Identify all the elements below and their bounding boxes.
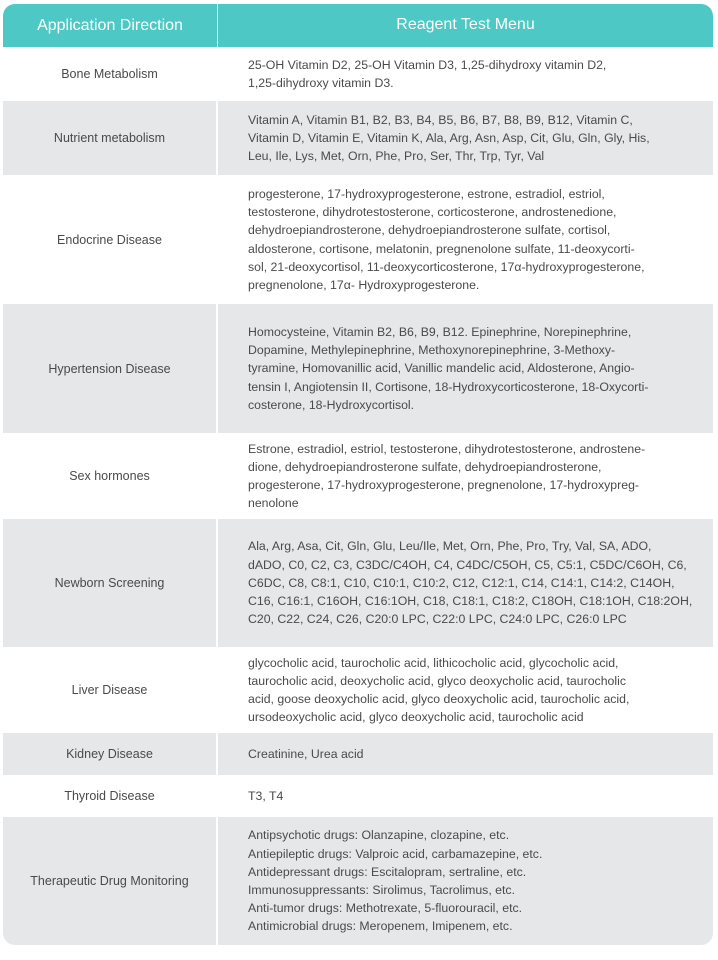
reagent-text-line: Antiepileptic drugs: Valproic acid, carbamazepine, etc. bbox=[248, 846, 543, 861]
reagent-test-menu-cell bbox=[218, 47, 713, 101]
reagent-text-line: Ala, Arg, Asa, Cit, Gln, Glu, Leu/Ile, Met, Orn, Phe, Pro, Try, Val, SA, ADO, bbox=[248, 539, 652, 554]
reagent-text-line: ursodeoxycholic acid, glyco deoxycholic acid, taurocholic acid bbox=[248, 710, 584, 725]
reagent-text-line: dehydroepiandrosterone, dehydroepiandrosterone sulfate, cortisol, bbox=[248, 223, 611, 238]
reagent-text-line: C6DC, C8, C8:1, C10, C10:1, C10:2, C12, C12:1, C14, C14:1, C14:2, C14OH, bbox=[248, 575, 675, 590]
table-row bbox=[3, 101, 713, 175]
reagent-text-line: nenolone bbox=[248, 496, 299, 511]
application-direction-cell: Kidney Disease bbox=[3, 733, 218, 775]
reagent-text-line: Anti-tumor drugs: Methotrexate, 5-fluorouracil, etc. bbox=[248, 901, 523, 916]
reagent-test-menu-cell bbox=[218, 304, 713, 433]
table-header bbox=[3, 4, 713, 47]
application-direction-cell: Bone Metabolism bbox=[3, 47, 218, 101]
reagent-text-line: T3, T4 bbox=[248, 788, 284, 803]
reagent-text-line: 25-OH Vitamin D2, 25-OH Vitamin D3, 1,25-dihydroxy vitamin D2, bbox=[248, 57, 607, 72]
table-row bbox=[3, 817, 713, 945]
reagent-test-menu-cell bbox=[218, 775, 713, 817]
application-direction-cell: Therapeutic Drug Monitoring bbox=[3, 817, 218, 945]
reagent-test-menu-cell bbox=[218, 175, 713, 304]
reagent-text-line: progesterone, 17-hydroxyprogesterone, estrone, estradiol, estriol, bbox=[248, 186, 605, 201]
reagent-test-menu-cell bbox=[218, 519, 713, 647]
application-direction-cell: Endocrine Disease bbox=[3, 175, 218, 304]
table-row bbox=[3, 519, 713, 647]
reagent-test-menu-cell bbox=[218, 647, 713, 733]
application-direction-cell: Hypertension Disease bbox=[3, 304, 218, 433]
reagent-text-line: sol, 21-deoxycortisol, 11-deoxycorticosterone, 17α-hydroxyprogesterone, bbox=[248, 259, 645, 274]
reagent-text-line: Antimicrobial drugs: Meropenem, Imipenem, etc. bbox=[248, 919, 513, 934]
header-reagent-test-menu: Reagent Test Menu bbox=[396, 16, 535, 34]
reagent-text-line: costerone, 18-Hydroxycortisol. bbox=[248, 397, 415, 412]
reagent-table bbox=[3, 4, 713, 945]
reagent-text-line: aldosterone, cortisone, melatonin, pregnenolone sulfate, 11-deoxycorti- bbox=[248, 241, 635, 256]
reagent-text-line: Antipsychotic drugs: Olanzapine, clozapine, etc. bbox=[248, 828, 510, 843]
header-application-direction: Application Direction bbox=[3, 4, 218, 47]
reagent-text-line: C16, C16:1, C16OH, C16:1OH, C18, C18:1, C18:2, C18OH, C18:1OH, C18:2OH, bbox=[248, 594, 693, 609]
table-row bbox=[3, 304, 713, 433]
reagent-text-line: testosterone, dihydrotestosterone, corticosterone, androstenedione, bbox=[248, 205, 617, 220]
reagent-text-line: 1,25-dihydroxy vitamin D3. bbox=[248, 76, 394, 90]
table-row bbox=[3, 175, 713, 304]
reagent-text-line: Antidepressant drugs: Escitalopram, sertraline, etc. bbox=[248, 864, 527, 879]
reagent-text-line: Leu, Ile, Lys, Met, Orn, Phe, Pro, Ser, Thr, Trp, Tyr, Val bbox=[248, 149, 545, 164]
reagent-text-line: Immunosuppressants: Sirolimus, Tacrolimus, etc. bbox=[248, 883, 515, 897]
table-row bbox=[3, 775, 713, 817]
application-direction-cell: Sex hormones bbox=[3, 433, 218, 519]
reagent-test-menu-cell bbox=[218, 817, 713, 945]
reagent-text-line: dADO, C0, C2, C3, C3DC/C4OH, C4, C4DC/C5OH, C5, C5:1, C5DC/C6OH, C6, bbox=[248, 557, 687, 572]
reagent-text-line: pregnenolone, 17α- Hydroxyprogesterone. bbox=[248, 277, 480, 292]
reagent-test-menu-cell bbox=[218, 733, 713, 775]
table-row bbox=[3, 47, 713, 101]
reagent-text-line: progesterone, 17-hydroxyprogesterone, pregnenolone, 17-hydroxypreg- bbox=[248, 478, 640, 492]
reagent-text-line: acid, goose deoxycholic acid, glyco deoxycholic acid, taurocholic acid, bbox=[248, 692, 630, 706]
reagent-text-line: Vitamin D, Vitamin E, Vitamin K, Ala, Arg, Asn, Asp, Cit, Glu, Gln, Gly, His, bbox=[248, 130, 650, 145]
reagent-text-line: Homocysteine, Vitamin B2, B6, B9, B12. Epinephrine, Norepinephrine, bbox=[248, 324, 632, 339]
reagent-text-line: glycocholic acid, taurocholic acid, lithicocholic acid, glycocholic acid, bbox=[248, 655, 619, 670]
reagent-text-line: Estrone, estradiol, estriol, testosterone, dihydrotestosterone, androstene- bbox=[248, 441, 646, 456]
reagent-text-line: tyramine, Homovanillic acid, Vanillic mandelic acid, Aldosterone, Angio- bbox=[248, 361, 635, 376]
application-direction-cell: Newborn Screening bbox=[3, 519, 218, 647]
application-direction-cell: Thyroid Disease bbox=[3, 775, 218, 817]
reagent-test-menu-cell bbox=[218, 433, 713, 519]
reagent-test-menu-cell bbox=[218, 101, 713, 175]
reagent-text-line: tensin I, Angiotensin II, Cortisone, 18-Hydroxycorticosterone, 18-Oxycorti- bbox=[248, 379, 649, 394]
reagent-text-line: Dopamine, Methylepinephrine, Methoxynorepinephrine, 3-Methoxy- bbox=[248, 343, 616, 358]
application-direction-cell: Nutrient metabolism bbox=[3, 101, 218, 175]
reagent-text-line: C20, C22, C24, C26, C20:0 LPC, C22:0 LPC, C24:0 LPC, C26:0 LPC bbox=[248, 612, 627, 627]
table-row bbox=[3, 647, 713, 733]
reagent-text-line: Creatinine, Urea acid bbox=[248, 746, 364, 761]
reagent-text-line: taurocholic acid, deoxycholic acid, glyco deoxycholic acid, taurocholic bbox=[248, 673, 626, 688]
application-direction-cell: Liver Disease bbox=[3, 647, 218, 733]
reagent-text-line: dione, dehydroepiandrosterone sulfate, dehydroepiandrosterone, bbox=[248, 459, 602, 474]
table-row bbox=[3, 433, 713, 519]
table-row bbox=[3, 733, 713, 775]
reagent-text-line: Vitamin A, Vitamin B1, B2, B3, B4, B5, B6, B7, B8, B9, B12, Vitamin C, bbox=[248, 112, 633, 127]
